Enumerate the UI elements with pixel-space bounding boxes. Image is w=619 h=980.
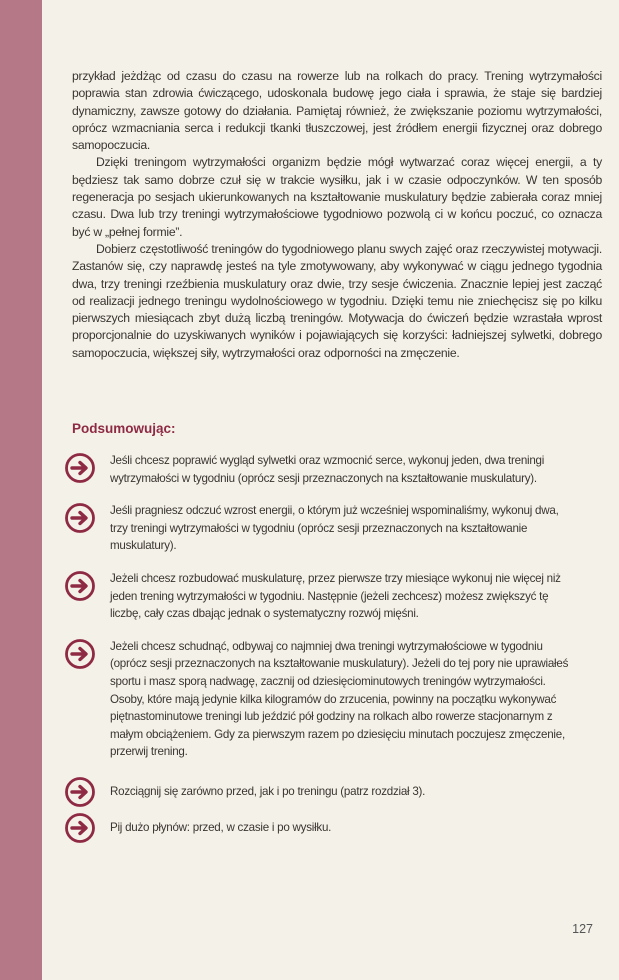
list-item: [64, 638, 574, 761]
list-item: [64, 776, 574, 808]
summary-item-text: Rozciągnij się zarówno przed, jak i po treningu (patrz rozdział 3).: [110, 784, 426, 798]
arrow-circle-icon: [64, 502, 96, 534]
arrow-circle-icon: [64, 776, 96, 808]
summary-list: [64, 452, 574, 844]
body-text: [72, 68, 602, 362]
list-item: [64, 452, 574, 487]
paragraph: Dzięki treningom wytrzymałości organizm będzie mógł wytwarzać coraz więcej energii, a ty będziesz tak samo dobrze czuł się w trakcie wysiłku, jak i w czasie odpoczynków. W ten sposób regeneracja po sesjach ukierunkowanych na kształtowanie muskulatury będzie zabierała coraz mniej czasu. Dwa lub trzy treningi wytrzymałościowe tygodniowo pozwolą ci w końcu poczuć, co oznacza być w „pełnej formie”.: [72, 155, 602, 239]
list-item: [64, 502, 574, 555]
arrow-circle-icon: [64, 452, 96, 484]
paragraph: Dobierz częstotliwość treningów do tygodniowego planu swych zajęć oraz rzeczywistej motywacji. Zastanów się, czy naprawdę jesteś na tyle zmotywowany, aby wykonywać w ciągu jednego tygodnia dwa, trzy treningi rzeźbienia muskulatury oraz dwie, trzy sesje ćwiczenia. Znacznie lepiej jest zacząć od realizacji jednego treningu wydolnościowego w tygodniu. Dzięki temu nie zniechęcisz się po kilku pierwszych miesiącach zbyt dużą liczbą treningów. Motywacja do ćwiczeń będzie wzrastała wprost proporcjonalnie do uzyskiwanych wyników i pojawiających się korzyści: ładniejszej sylwetki, dobrego samopoczucia, większej siły, wytrzymałości oraz odporności na zmęczenie.: [72, 241, 602, 360]
summary-item-text: Jeśli pragniesz odczuć wzrost energii, o którym już wcześniej wspominaliśmy, wykonuj dwa, trzy treningi wytrzymałości w tygodniu (oprócz sesji przeznaczonych na kształtowanie muskulatury).: [110, 504, 559, 553]
summary-item-text: Jeżeli chcesz schudnąć, odbywaj co najmniej dwa treningi wytrzymałościowe w tygodniu (oprócz sesji przeznaczonych na kształtowanie muskulatury). Jeżeli do tej pory nie uprawiałeś sportu i masz sporą nadwagę, zacznij od dziesięciominutowych treningów wytrzymałości. Osoby, które mają jedynie kilka kilogramów do zrzucenia, powinny na początku wykonywać piętnastominutowe treningi lub jeździć pół godziny na rolkach albo rowerze stacjonarnym z małym obciążeniem. Gdy za pierwszym razem po dziesięciu minutach poczujesz zmęczenie, przerwij trening.: [110, 639, 569, 759]
summary-heading: Podsumowując:: [72, 421, 176, 436]
paragraph: przykład jeżdżąc od czasu do czasu na rowerze lub na rolkach do pracy. Trening wytrzymałości poprawia stan zdrowia ćwiczącego, udoskonala budowę jego ciała i sprawia, że staje się bardziej dynamiczny, zawsze gotowy do działania. Pamiętaj również, że zwiększanie poziomu wytrzymałości, oprócz wzmacniania serca i redukcji tkanki tłuszczowej, jest źródłem energii fizycznej oraz dobrego samopoczucia.: [72, 69, 602, 153]
arrow-circle-icon: [64, 570, 96, 602]
arrow-circle-icon: [64, 638, 96, 670]
arrow-circle-icon: [64, 812, 96, 844]
page-number: 127: [572, 922, 593, 936]
list-item: [64, 812, 574, 844]
summary-item-text: Pij dużo płynów: przed, w czasie i po wysiłku.: [110, 820, 332, 834]
side-color-strip: [0, 0, 42, 980]
summary-item-text: Jeśli chcesz poprawić wygląd sylwetki oraz wzmocnić serce, wykonuj jeden, dwa treningi wytrzymałości w tygodniu (oprócz sesji przeznaczonych na kształtowanie muskulatury).: [110, 454, 545, 485]
summary-item-text: Jeżeli chcesz rozbudować muskulaturę, przez pierwsze trzy miesiące wykonuj nie więcej niż jeden trening wytrzymałości w tygodniu. Następnie (jeżeli zechcesz) możesz zwiększyć tę liczbę, cały czas dbając jednak o systematyczny rozwój mięśni.: [110, 571, 561, 621]
list-item: [64, 570, 574, 623]
